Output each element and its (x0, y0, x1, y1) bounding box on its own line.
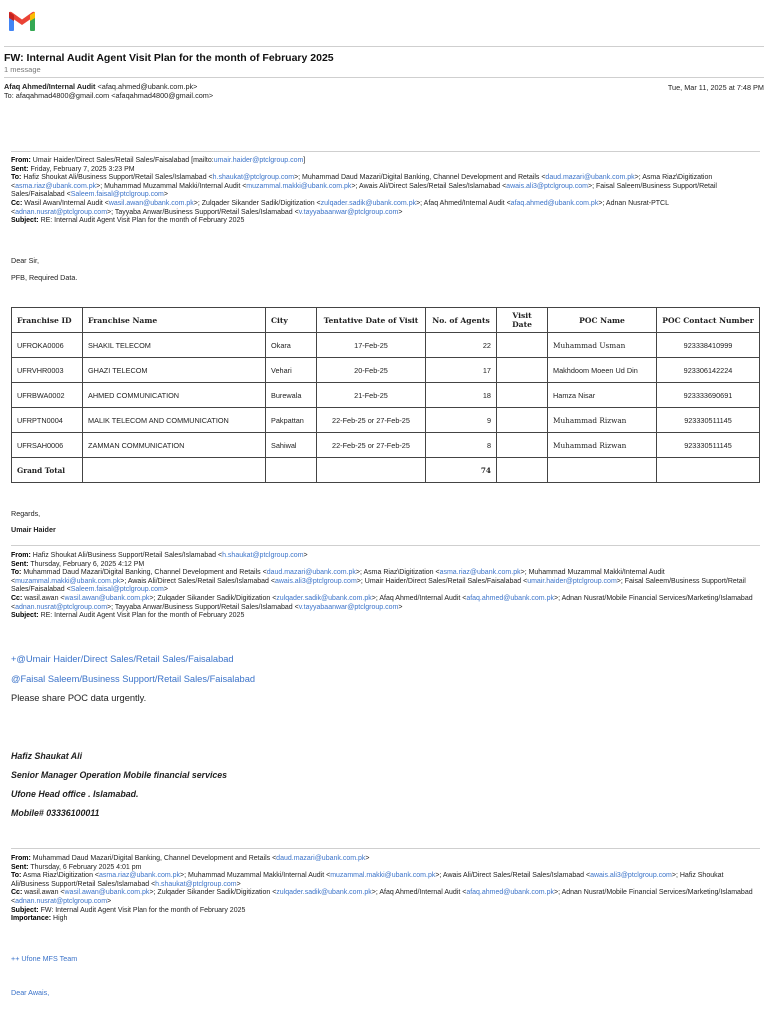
msg3-greeting: Dear Awais, (11, 988, 50, 997)
col-franchise-name: Franchise Name (83, 308, 266, 333)
msg2-header: From: Hafiz Shoukat Ali/Business Support/Retail Sales/Islamabad <h.shaukat@ptclgroup.com> Sent: Thursday, February 6, 2025 4:12 PM To: Muhammad Daud Mazari/Digital Banking, Channel Development and Retails <daud.mazari@ubank.com.pk>; Asma Riaz\Digitization <asma.riaz@ubank.com.pk>; Muhammad Muzammal Makki/Internal Audit <muzammal.makki@ubank.com.pk>; Awais Ali/Direct Sales/Retail Sales/Islamabad <awais.ali3@ptclgroup.com>; Umair Haider/Direct Sales/Retail Sales/Faisalabad <umair.haider@ptclgroup.com>; Faisal Saleem/Business Support/Retail Sales/Faisalabad <Saleem.faisal@ptclgroup.com> Cc: wasil.awan <wasil.awan@ubank.com.pk>; Zulqader Sikander Sadik/Digitization <zulqader.sadik@ubank.com.pk>; Afaq Ahmed/Internal Audit <afaq.ahmed@ubank.com.pk>; Adnan Nusrat/Mobile Financial Services/Marketing/Islamabad <adnan.nusrat@ptclgroup.com>; Tayyaba Anwar/Business Support/Retail Sales/Islamabad <v.tayyabaanwar@ptclgroup.com> Subject: RE: Internal Audit Agent Visit Plan for the month of February 2025 (11, 552, 753, 620)
msg3-divider (11, 848, 760, 849)
msg1-divider (11, 151, 760, 152)
table-row: UFRSAH0006 ZAMMAN COMMUNICATION Sahiwal 22-Feb-25 or 27-Feb-25 8 Muhammad Rizwan 923330511145 (12, 433, 760, 458)
msg2-from-email[interactable]: h.shaukat@ptclgroup.com (222, 552, 304, 559)
table-row: UFRBWA0002 AHMED COMMUNICATION Burewala 21-Feb-25 18 Hamza Nisar 923333690691 (12, 383, 760, 408)
recipient-line: To: afaqahmad4800@gmail.com <afaqahmad4800@gmail.com> (4, 90, 214, 100)
col-poc-name: POC Name (548, 308, 657, 333)
visit-plan-table (11, 307, 760, 483)
mention-umair-haider[interactable]: +@Umair Haider/Direct Sales/Retail Sales/Faisalabad (11, 654, 234, 664)
email-date: Tue, Mar 11, 2025 at 7:48 PM (667, 83, 764, 92)
col-franchise-id: Franchise ID (12, 308, 83, 333)
col-poc-contact: POC Contact Number (657, 308, 760, 333)
sig-office: Ufone Head office . Islamabad. (11, 789, 139, 799)
gmail-logo-icon (8, 10, 36, 32)
msg1-greeting: Dear Sir, (11, 256, 39, 265)
email-subject: FW: Internal Audit Agent Visit Plan for the month of February 2025 (4, 52, 334, 64)
table-row: UFRPTN0004 MALIK TELECOM AND COMMUNICATION Pakpattan 22-Feb-25 or 27-Feb-25 9 Muhammad Rizwan 923330511145 (12, 408, 760, 433)
msg2-request: Please share POC data urgently. (11, 693, 147, 703)
sender-block (4, 83, 213, 100)
sig-name: Hafiz Shaukat Ali (11, 751, 83, 761)
grand-total-row (12, 458, 760, 483)
grand-total-label: Grand Total (12, 458, 83, 483)
msg1-regards: Regards, (11, 509, 41, 518)
sender-name: Afaq Ahmed/Internal Audit (4, 82, 96, 91)
header-divider (4, 46, 764, 47)
msg3-team-line: ++ Ufone MFS Team (11, 954, 78, 963)
msg2-divider (11, 545, 760, 546)
table-header-row (12, 308, 760, 333)
sig-title: Senior Manager Operation Mobile financial services (11, 770, 228, 780)
msg1-from-email[interactable]: umair.haider@ptclgroup.com (213, 157, 304, 164)
col-tentative-date: Tentative Date of Visit (317, 308, 426, 333)
col-city: City (266, 308, 317, 333)
sender-email[interactable]: <afaq.ahmed@ubank.com.pk> (97, 82, 198, 91)
msg1-signature: Umair Haider (11, 525, 56, 534)
col-visit-date: Visit Date (497, 308, 548, 333)
sig-mobile: Mobile# 03336100011 (11, 808, 100, 818)
table-row: UFRVHR0003 GHAZI TELECOM Vehari 20-Feb-25 17 Makhdoom Moeen Ud Din 923306142224 (12, 358, 760, 383)
msg1-line: PFB, Required Data. (11, 273, 78, 282)
subject-divider (4, 77, 764, 78)
msg1-header: From: Umair Haider/Direct Sales/Retail Sales/Faisalabad [mailto:umair.haider@ptclgroup.com] Sent: Friday, February 7, 2025 3:23 PM To: Hafiz Shoukat Ali/Business Support/Retail Sales/Islamabad <h.shaukat@ptclgroup.com>; Muhammad Daud Mazari/Digital Banking, Channel Development and Retails <daud.mazari@ubank.com.pk>; Asma Riaz\Digitization <asma.riaz@ubank.com.pk>; Muhammad Muzammal Makki/Internal Audit <muzammal.makki@ubank.com.pk>; Awais Ali/Direct Sales/Retail Sales/Islamabad <awais.ali3@ptclgroup.com>; Faisal Saleem/Business Support/Retail Sales/Faisalabad <Saleem.faisal@ptclgroup.com> Cc: Wasil Awan/Internal Audit <wasil.awan@ubank.com.pk>; Zulqader Sikander Sadik/Digitization <zulqader.sadik@ubank.com.pk>; Afaq Ahmed/Internal Audit <afaq.ahmed@ubank.com.pk>; Adnan Nusrat-PTCL <adnan.nusrat@ptclgroup.com>; Tayyaba Anwar/Business Support/Retail Sales/Islamabad <v.tayyabaanwar@ptclgroup.com> Subject: RE: Internal Audit Agent Visit Plan for the month of February 2025 (11, 157, 717, 225)
mention-faisal-saleem[interactable]: @Faisal Saleem/Business Support/Retail Sales/Faisalabad (11, 674, 256, 684)
table-row: UFROKA0006 SHAKIL TELECOM Okara 17-Feb-25 22 Muhammad Usman 923338410999 (12, 333, 760, 358)
col-no-of-agents: No. of Agents (426, 308, 497, 333)
grand-total-value: 74 (426, 458, 497, 483)
msg3-from-email[interactable]: daud.mazari@ubank.com.pk (276, 855, 366, 862)
msg3-header: From: Muhammad Daud Mazari/Digital Banking, Channel Development and Retails <daud.mazari@ubank.com.pk> Sent: Thursday, 6 February 2025 4:01 pm To: Asma Riaz\Digitization <asma.riaz@ubank.com.pk>; Muhammad Muzammal Makki/Internal Audit <muzammal.makki@ubank.com.pk>; Awais Ali/Direct Sales/Retail Sales/Islamabad <awais.ali3@ptclgroup.com>; Hafiz Shoukat Ali/Business Support/Retail Sales/Islamabad <h.shaukat@ptclgroup.com> Cc: wasil.awan <wasil.awan@ubank.com.pk>; Zulqader Sikander Sadik/Digitization <zulqader.sadik@ubank.com.pk>; Afaq Ahmed/Internal Audit <afaq.ahmed@ubank.com.pk>; Adnan Nusrat/Mobile Financial Services/Marketing/Islamabad <adnan.nusrat@ptclgroup.com> Subject: FW: Internal Audit Agent Visit Plan for the month of February 2025 Importance: High (11, 855, 753, 923)
message-count: 1 message (4, 65, 41, 74)
